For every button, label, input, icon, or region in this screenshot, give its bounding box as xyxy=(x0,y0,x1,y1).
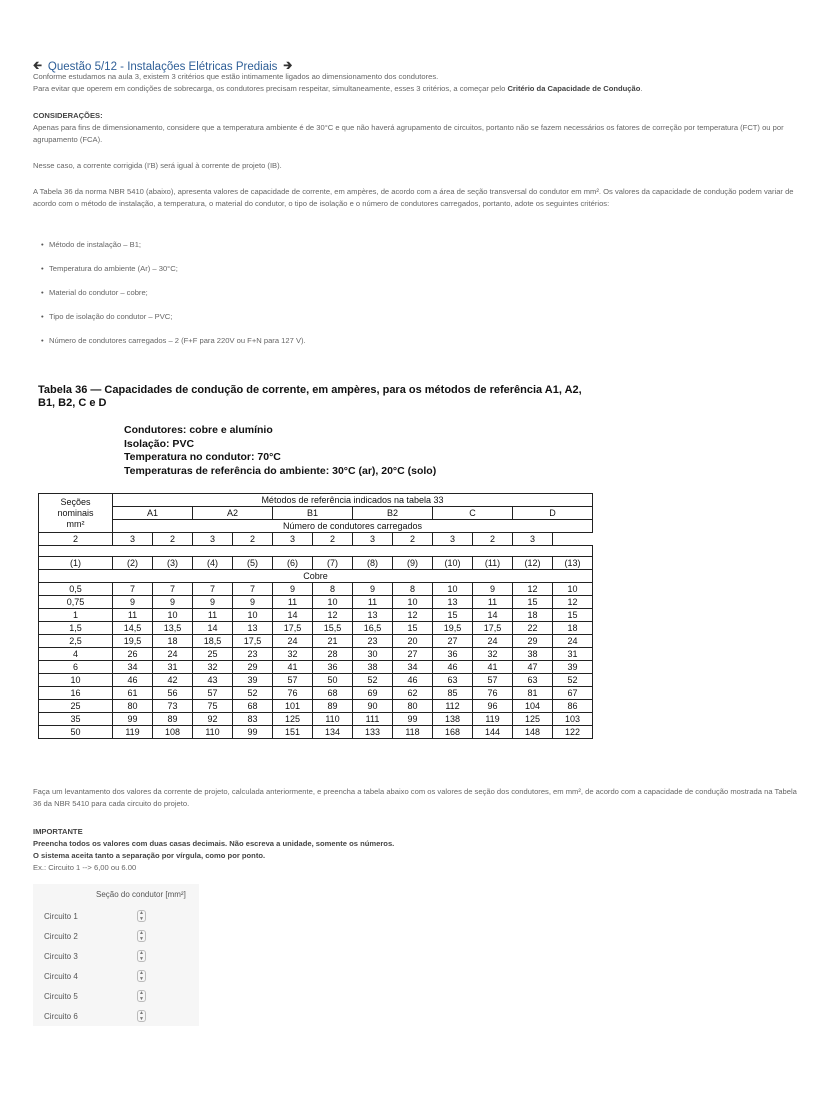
capacity-cell: 23 xyxy=(233,648,273,661)
capacity-cell: 15 xyxy=(393,622,433,635)
table-row xyxy=(39,622,593,635)
capacity-cell: 80 xyxy=(393,700,433,713)
capacity-cell: 39 xyxy=(233,674,273,687)
table-row xyxy=(39,687,593,700)
capacity-cell: 108 xyxy=(153,726,193,739)
capacity-cell: 11 xyxy=(353,596,393,609)
list-item: • Temperatura do ambiente (Ar) – 30°C; xyxy=(49,264,178,273)
capacity-cell: 138 xyxy=(433,713,473,726)
capacity-cell: 22 xyxy=(513,622,553,635)
column-number: (7) xyxy=(313,557,353,570)
capacity-cell: 10 xyxy=(553,583,593,596)
method-header: B2 xyxy=(353,507,433,520)
column-number: (9) xyxy=(393,557,433,570)
capacity-cell: 52 xyxy=(353,674,393,687)
capacity-cell: 134 xyxy=(313,726,353,739)
circuit-label: Circuito 5 xyxy=(44,991,78,1001)
capacity-cell: 29 xyxy=(233,661,273,674)
circuit-label: Circuito 1 xyxy=(44,911,78,921)
header-numero: Número de condutores carregados xyxy=(113,520,593,533)
count-header: 3 xyxy=(433,533,473,546)
table-row xyxy=(39,700,593,713)
capacity-cell: 144 xyxy=(473,726,513,739)
column-number: (13) xyxy=(553,557,593,570)
capacity-cell: 46 xyxy=(113,674,153,687)
count-header: 2 xyxy=(39,533,113,546)
capacity-cell: 119 xyxy=(473,713,513,726)
capacity-cell: 11 xyxy=(473,596,513,609)
count-header: 2 xyxy=(393,533,433,546)
count-header: 3 xyxy=(513,533,553,546)
importante-line-2: O sistema aceita tanto a separação por vírgula, como por ponto. xyxy=(33,851,266,860)
count-header: 3 xyxy=(193,533,233,546)
capacity-cell: 148 xyxy=(513,726,553,739)
section-cell: 1 xyxy=(39,609,113,622)
circuit-label: Circuito 3 xyxy=(44,951,78,961)
instrucao-text: Faça um levantamento dos valores da corrente de projeto, calculada anteriormente, e preencha a tabela abaixo com os valores de seção dos condutores, em mm², de acordo com a capacidade de condução mostrada na Tabela 36 da NBR 5410 para cada circuito do projeto. xyxy=(33,787,797,808)
column-number: (2) xyxy=(113,557,153,570)
capacity-cell: 125 xyxy=(273,713,313,726)
section-cell: 0,5 xyxy=(39,583,113,596)
circuit-row xyxy=(33,906,199,926)
section-cell: 10 xyxy=(39,674,113,687)
capacity-cell: 21 xyxy=(313,635,353,648)
next-arrow-icon[interactable]: 🡲 xyxy=(283,60,293,72)
count-header: 3 xyxy=(113,533,153,546)
capacity-cell: 61 xyxy=(113,687,153,700)
capacity-cell: 12 xyxy=(393,609,433,622)
capacity-cell: 20 xyxy=(393,635,433,648)
capacity-cell: 110 xyxy=(193,726,233,739)
column-number: (3) xyxy=(153,557,193,570)
section-cell: 6 xyxy=(39,661,113,674)
capacity-cell: 7 xyxy=(233,583,273,596)
count-header: 2 xyxy=(473,533,513,546)
form-header: Seção do condutor [mm²] xyxy=(33,884,199,906)
capacity-cell: 81 xyxy=(513,687,553,700)
section-cell: 4 xyxy=(39,648,113,661)
capacity-cell: 17,5 xyxy=(233,635,273,648)
capacity-cell: 10 xyxy=(233,609,273,622)
spinner-icon[interactable]: ▲ ▼ xyxy=(137,1010,146,1022)
circuit-1-input[interactable] xyxy=(96,908,146,924)
question-title: Questão 5/12 - Instalações Elétricas Prediais xyxy=(47,60,278,73)
capacity-cell: 32 xyxy=(273,648,313,661)
capacity-cell: 56 xyxy=(153,687,193,700)
capacity-cell: 68 xyxy=(313,687,353,700)
capacity-cell: 119 xyxy=(113,726,153,739)
spinner-icon[interactable]: ▲ ▼ xyxy=(137,930,146,942)
capacity-cell: 9 xyxy=(273,583,313,596)
column-number: (12) xyxy=(513,557,553,570)
capacity-cell: 89 xyxy=(313,700,353,713)
importante-line-3: Ex.: Circuito 1 --> 6,00 ou 6.00 xyxy=(33,863,137,872)
count-header: 2 xyxy=(233,533,273,546)
capacity-cell: 10 xyxy=(153,609,193,622)
capacity-cell: 96 xyxy=(473,700,513,713)
capacity-cell: 76 xyxy=(473,687,513,700)
capacity-cell: 26 xyxy=(113,648,153,661)
capacity-cell: 99 xyxy=(113,713,153,726)
capacity-cell: 62 xyxy=(393,687,433,700)
intro-paragraph-2: Para evitar que operem em condições de sobrecarga, os condutores precisam respeitar, simultaneamente, esses 3 critérios, a começar pelo Critério da Capacidade de Condução. xyxy=(33,84,643,93)
section-cell: 16 xyxy=(39,687,113,700)
count-header: 3 xyxy=(273,533,313,546)
capacity-cell: 34 xyxy=(393,661,433,674)
capacity-cell: 13,5 xyxy=(153,622,193,635)
capacity-cell: 15 xyxy=(513,596,553,609)
capacity-cell: 8 xyxy=(393,583,433,596)
circuit-5-input[interactable] xyxy=(96,988,146,1004)
capacity-cell: 99 xyxy=(393,713,433,726)
capacity-cell: 52 xyxy=(233,687,273,700)
table-row xyxy=(39,583,593,596)
capacity-cell: 7 xyxy=(113,583,153,596)
capacity-cell: 63 xyxy=(513,674,553,687)
capacity-cell: 25 xyxy=(193,648,233,661)
list-item: • Tipo de isolação do condutor – PVC; xyxy=(49,312,172,321)
consideracoes-text: Apenas para fins de dimensionamento, considere que a temperatura ambiente é de 30°C e que não haverá agrupamento de circuitos, portanto não se fazem necessários os fatores de correção por temperatura (FCT) ou por agrupamento (FCA). xyxy=(33,123,784,144)
section-cell: 50 xyxy=(39,726,113,739)
column-number: (5) xyxy=(233,557,273,570)
capacity-cell: 15 xyxy=(433,609,473,622)
capacity-cell: 111 xyxy=(353,713,393,726)
capacity-cell: 133 xyxy=(353,726,393,739)
capacity-cell: 18 xyxy=(513,609,553,622)
method-header: C xyxy=(433,507,513,520)
capacity-cell: 31 xyxy=(153,661,193,674)
capacity-cell: 43 xyxy=(193,674,233,687)
capacity-cell: 29 xyxy=(513,635,553,648)
capacity-cell: 76 xyxy=(273,687,313,700)
circuit-2-input[interactable] xyxy=(96,928,146,944)
capacity-cell: 46 xyxy=(393,674,433,687)
method-header: B1 xyxy=(273,507,353,520)
capacity-cell: 32 xyxy=(193,661,233,674)
capacity-cell: 11 xyxy=(113,609,153,622)
capacity-cell: 31 xyxy=(553,648,593,661)
capacity-cell: 18 xyxy=(153,635,193,648)
capacity-cell: 83 xyxy=(233,713,273,726)
header-secoes: Seções nominais mm² xyxy=(39,494,113,533)
consideracoes-heading: CONSIDERAÇÕES: xyxy=(33,111,103,120)
table36-grid xyxy=(38,493,593,739)
capacity-cell: 13 xyxy=(353,609,393,622)
circuit-label: Circuito 4 xyxy=(44,971,78,981)
spacer-row xyxy=(39,546,593,557)
list-item: • Método de instalação – B1; xyxy=(49,240,141,249)
section-cell: 1,5 xyxy=(39,622,113,635)
capacity-cell: 18 xyxy=(553,622,593,635)
circuit-label: Circuito 6 xyxy=(44,1011,78,1021)
table-row xyxy=(39,609,593,622)
capacity-cell: 122 xyxy=(553,726,593,739)
spinner-icon[interactable]: ▲ ▼ xyxy=(137,950,146,962)
capacity-cell: 38 xyxy=(513,648,553,661)
table-row xyxy=(39,726,593,739)
column-number: (6) xyxy=(273,557,313,570)
importante-heading: IMPORTANTE xyxy=(33,827,83,836)
list-item: • Material do condutor – cobre; xyxy=(49,288,148,297)
capacity-cell: 9 xyxy=(233,596,273,609)
table-row xyxy=(39,635,593,648)
table36-subtitle: Condutores: cobre e alumínio Isolação: PVC Temperatura no condutor: 70°C Temperaturas de referência do ambiente: 30°C (ar), 20°C (solo) xyxy=(124,424,437,477)
capacity-cell: 24 xyxy=(473,635,513,648)
table-row xyxy=(39,713,593,726)
method-header: D xyxy=(513,507,593,520)
capacity-cell: 46 xyxy=(433,661,473,674)
circuit-row xyxy=(33,926,199,946)
capacity-cell: 151 xyxy=(273,726,313,739)
capacity-cell: 14 xyxy=(193,622,233,635)
capacity-cell: 67 xyxy=(553,687,593,700)
circuit-row xyxy=(33,946,199,966)
capacity-cell: 112 xyxy=(433,700,473,713)
capacity-cell: 13 xyxy=(433,596,473,609)
capacity-cell: 34 xyxy=(113,661,153,674)
capacity-cell: 12 xyxy=(313,609,353,622)
capacity-cell: 69 xyxy=(353,687,393,700)
section-cell: 35 xyxy=(39,713,113,726)
capacity-cell: 17,5 xyxy=(273,622,313,635)
capacity-cell: 27 xyxy=(393,648,433,661)
capacity-cell: 16,5 xyxy=(353,622,393,635)
capacity-cell: 11 xyxy=(193,609,233,622)
capacity-cell: 28 xyxy=(313,648,353,661)
capacity-cell: 9 xyxy=(153,596,193,609)
count-header: 3 xyxy=(353,533,393,546)
circuit-3-input[interactable] xyxy=(96,948,146,964)
capacity-cell: 42 xyxy=(153,674,193,687)
capacity-cell: 9 xyxy=(353,583,393,596)
capacity-cell: 110 xyxy=(313,713,353,726)
capacity-cell: 9 xyxy=(193,596,233,609)
capacity-cell: 36 xyxy=(313,661,353,674)
capacity-cell: 57 xyxy=(473,674,513,687)
capacity-cell: 101 xyxy=(273,700,313,713)
importante-line-1: Preencha todos os valores com duas casas decimais. Não escreva a unidade, somente os números. xyxy=(33,839,395,848)
capacity-cell: 11 xyxy=(273,596,313,609)
capacity-cell: 14 xyxy=(273,609,313,622)
capacity-cell: 12 xyxy=(553,596,593,609)
section-cell: 0,75 xyxy=(39,596,113,609)
circuit-form xyxy=(33,884,199,1026)
circuit-label: Circuito 2 xyxy=(44,931,78,941)
capacity-cell: 18,5 xyxy=(193,635,233,648)
method-header: A2 xyxy=(193,507,273,520)
table-row xyxy=(39,674,593,687)
capacity-cell: 15 xyxy=(553,609,593,622)
capacity-cell: 52 xyxy=(553,674,593,687)
column-number: (11) xyxy=(473,557,513,570)
table-row xyxy=(39,648,593,661)
previous-arrow-icon[interactable]: 🡰 xyxy=(33,60,42,72)
capacity-cell: 63 xyxy=(433,674,473,687)
capacity-cell: 47 xyxy=(513,661,553,674)
count-header: 2 xyxy=(313,533,353,546)
corrente-text: Nesse caso, a corrente corrigida (I′B) será igual à corrente de projeto (IB). xyxy=(33,161,282,170)
capacity-cell: 15,5 xyxy=(313,622,353,635)
capacity-cell: 8 xyxy=(313,583,353,596)
table-row xyxy=(39,596,593,609)
column-number: (4) xyxy=(193,557,233,570)
column-number: (8) xyxy=(353,557,393,570)
capacity-cell: 14 xyxy=(473,609,513,622)
capacity-cell: 14,5 xyxy=(113,622,153,635)
capacity-cell: 168 xyxy=(433,726,473,739)
capacity-cell: 41 xyxy=(473,661,513,674)
section-cell: 2,5 xyxy=(39,635,113,648)
column-number: (10) xyxy=(433,557,473,570)
capacity-cell: 50 xyxy=(313,674,353,687)
circuit-row xyxy=(33,1006,199,1026)
capacity-cell: 10 xyxy=(433,583,473,596)
table36-title: Tabela 36 — Capacidades de condução de corrente, em ampères, para os métodos de referência A1, A2, B1, B2, C e D xyxy=(38,384,582,409)
spinner-icon[interactable]: ▲ ▼ xyxy=(137,910,146,922)
method-header: A1 xyxy=(113,507,193,520)
capacity-cell: 32 xyxy=(473,648,513,661)
capacity-cell: 23 xyxy=(353,635,393,648)
capacity-cell: 89 xyxy=(153,713,193,726)
capacity-cell: 75 xyxy=(193,700,233,713)
intro-paragraph-1: Conforme estudamos na aula 3, existem 3 critérios que estão intimamente ligados ao dimensionamento dos condutores. xyxy=(33,72,439,81)
capacity-cell: 9 xyxy=(473,583,513,596)
circuit-row xyxy=(33,966,199,986)
capacity-cell: 9 xyxy=(113,596,153,609)
tabela-intro-text: A Tabela 36 da norma NBR 5410 (abaixo), apresenta valores de capacidade de corrente, em ampères, de acordo com a área de seção transversal do condutor em mm². Os valores da capacidade de condução podem variar de acordo com o método de instalação, a temperatura, o material do condutor, o tipo de isolação e o número de condutores carregados, portanto, adote os seguintes critérios: xyxy=(33,187,794,208)
capacity-cell: 7 xyxy=(193,583,233,596)
capacity-cell: 38 xyxy=(353,661,393,674)
material-row: Cobre xyxy=(39,570,593,583)
capacity-cell: 104 xyxy=(513,700,553,713)
section-cell: 25 xyxy=(39,700,113,713)
header-metodos: Métodos de referência indicados na tabela 33 xyxy=(113,494,593,507)
capacity-cell: 125 xyxy=(513,713,553,726)
capacity-cell: 24 xyxy=(153,648,193,661)
capacity-cell: 92 xyxy=(193,713,233,726)
capacity-cell: 13 xyxy=(233,622,273,635)
capacity-cell: 73 xyxy=(153,700,193,713)
table-row xyxy=(39,661,593,674)
capacity-cell: 19,5 xyxy=(433,622,473,635)
capacity-cell: 80 xyxy=(113,700,153,713)
capacity-cell: 86 xyxy=(553,700,593,713)
list-item: • Número de condutores carregados – 2 (F+F para 220V ou F+N para 127 V). xyxy=(49,336,306,345)
capacity-cell: 118 xyxy=(393,726,433,739)
capacity-cell: 12 xyxy=(513,583,553,596)
capacity-cell: 85 xyxy=(433,687,473,700)
spinner-icon[interactable]: ▲ ▼ xyxy=(137,970,146,982)
capacity-cell: 24 xyxy=(553,635,593,648)
circuit-4-input[interactable] xyxy=(96,968,146,984)
capacity-cell: 90 xyxy=(353,700,393,713)
circuit-row xyxy=(33,986,199,1006)
capacity-cell: 57 xyxy=(193,687,233,700)
capacity-cell: 39 xyxy=(553,661,593,674)
capacity-cell: 7 xyxy=(153,583,193,596)
capacity-cell: 99 xyxy=(233,726,273,739)
capacity-cell: 103 xyxy=(553,713,593,726)
capacity-cell: 17,5 xyxy=(473,622,513,635)
capacity-cell: 36 xyxy=(433,648,473,661)
capacity-cell: 27 xyxy=(433,635,473,648)
circuit-6-input[interactable] xyxy=(96,1008,146,1024)
capacity-cell: 10 xyxy=(393,596,433,609)
column-number: (1) xyxy=(39,557,113,570)
capacity-cell: 68 xyxy=(233,700,273,713)
capacity-cell: 57 xyxy=(273,674,313,687)
capacity-cell: 24 xyxy=(273,635,313,648)
capacity-cell: 41 xyxy=(273,661,313,674)
capacity-cell: 10 xyxy=(313,596,353,609)
capacity-cell: 19,5 xyxy=(113,635,153,648)
spinner-icon[interactable]: ▲ ▼ xyxy=(137,990,146,1002)
count-header: 2 xyxy=(153,533,193,546)
capacity-cell: 30 xyxy=(353,648,393,661)
